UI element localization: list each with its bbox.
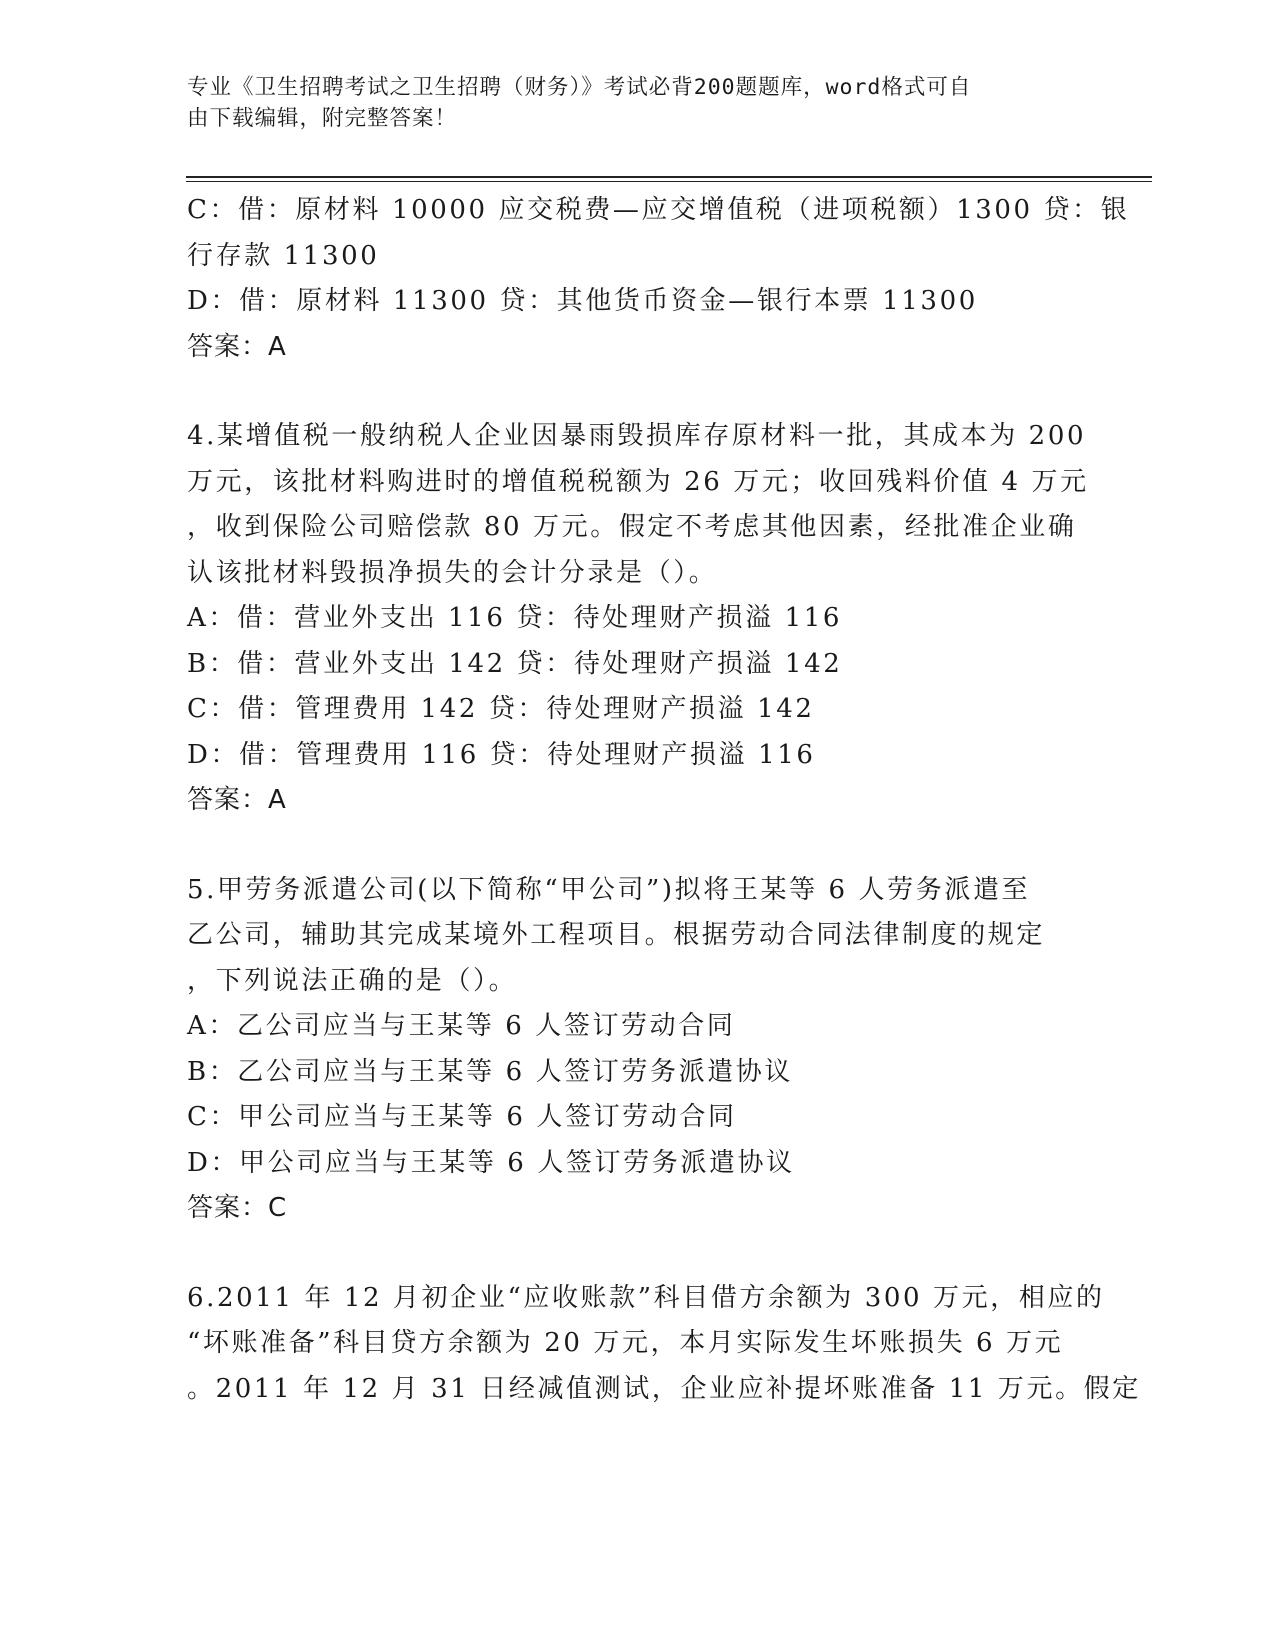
- header-line: 专业《卫生招聘考试之卫生招聘（财务）》考试必背200题题库，word格式可自: [187, 75, 972, 100]
- question-3-tail: [187, 188, 1130, 370]
- question-stem-line: ，收到保险公司赔偿款 80 万元。假定不考虑其他因素，经批准企业确: [187, 512, 1077, 542]
- answer-label: 答案：C: [187, 1193, 288, 1223]
- option-a: A：乙公司应当与王某等 6 人签订劳动合同: [187, 1011, 736, 1041]
- option-b: B：借：营业外支出 142 贷：待处理财产损溢 142: [187, 648, 843, 679]
- header-line: 由下载编辑，附完整答案！: [187, 106, 458, 131]
- answer-label: 答案：A: [187, 331, 287, 362]
- question-5: [187, 868, 1087, 1232]
- option-a: A：借：营业外支出 116 贷：待处理财产损溢 116: [187, 603, 843, 633]
- option-c: C：甲公司应当与王某等 6 人签订劳动合同: [187, 1102, 737, 1132]
- question-stem-line: 万元，该批材料购进时的增值税税额为 26 万元；收回残料价值 4 万元: [187, 466, 1089, 497]
- header-divider-thin: [186, 181, 1152, 182]
- question-6: [187, 1276, 1141, 1413]
- document-body: [187, 188, 1141, 1412]
- question-stem-line: 乙公司，辅助其完成某境外工程项目。根据劳动合同法律制度的规定: [187, 920, 1046, 950]
- option-c: C：借：管理费用 142 贷：待处理财产损溢 142: [187, 694, 815, 724]
- option-d: D：甲公司应当与王某等 6 人签订劳务派遣协议: [187, 1147, 795, 1178]
- option-c-line: C：借：原材料 10000 应交税费—应交增值税（进项税额）1300 贷：银: [187, 195, 1130, 225]
- document-header: [187, 72, 1067, 134]
- option-b: B：乙公司应当与王某等 6 人签订劳务派遣协议: [187, 1056, 793, 1087]
- option-d: D：借：原材料 11300 贷：其他货币资金—银行本票 11300: [187, 286, 978, 316]
- question-stem-line: 4.某增值税一般纳税人企业因暴雨毁损库存原材料一批，其成本为 200: [187, 421, 1087, 451]
- question-stem-line: 5.甲劳务派遣公司(以下简称“甲公司”)拟将王某等 6 人劳务派遣至: [187, 874, 1031, 905]
- answer-label: 答案：A: [187, 785, 287, 815]
- question-4: [187, 414, 1087, 824]
- question-stem-line: ，下列说法正确的是（）。: [187, 965, 518, 996]
- header-divider-thick: [186, 176, 1152, 178]
- option-d: D：借：管理费用 116 贷：待处理财产损溢 116: [187, 739, 816, 770]
- question-stem-line: 认该批材料毁损净损失的会计分录是（）。: [187, 557, 718, 588]
- question-stem-line: “坏账准备”科目贷方余额为 20 万元，本月实际发生坏账损失 6 万元: [187, 1328, 1064, 1358]
- option-c-line: 行存款 11300: [187, 240, 380, 271]
- question-stem-line: 。2011 年 12 月 31 日经减值测试，企业应补提坏账准备 11 万元。假定: [187, 1373, 1141, 1404]
- question-stem-line: 6.2011 年 12 月初企业“应收账款”科目借方余额为 300 万元，相应的: [187, 1282, 1105, 1313]
